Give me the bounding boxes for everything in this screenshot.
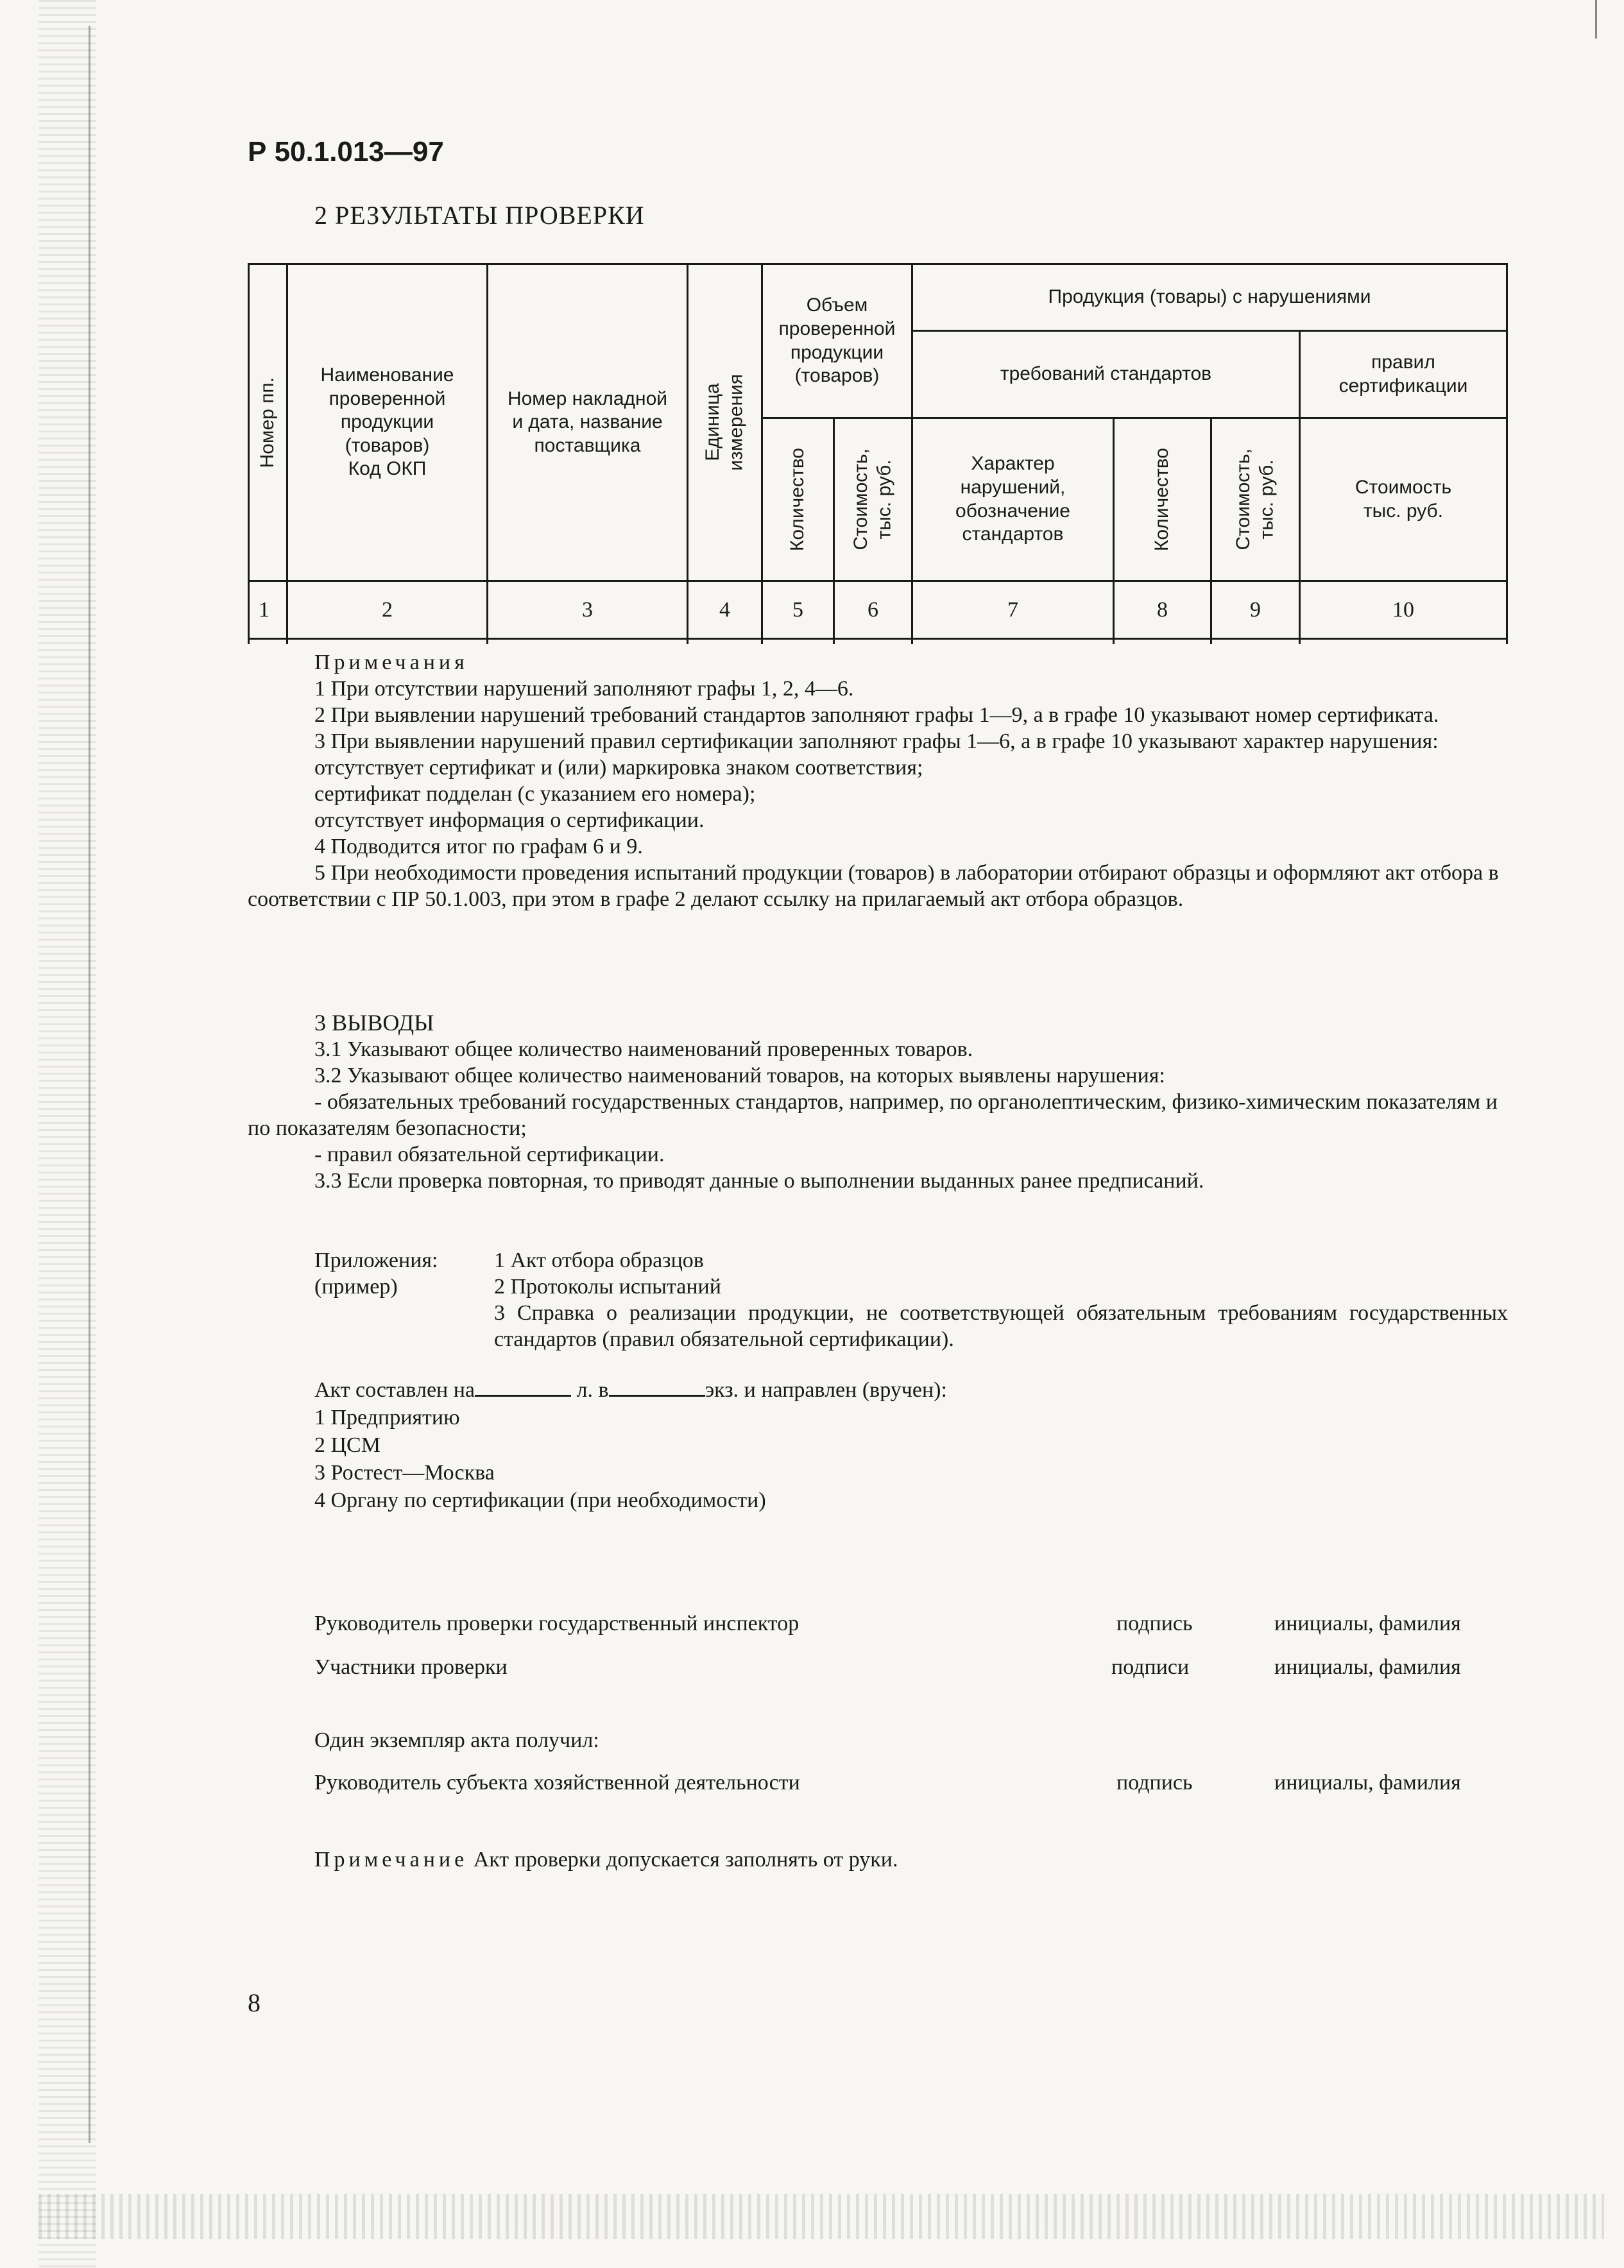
sheets-blank xyxy=(475,1376,571,1397)
note-item: сертификат подделан (с указанием его номера); xyxy=(314,782,756,806)
scan-artifact-bottom xyxy=(38,2194,1604,2239)
header-invoice: Номер накладной и дата, название поставщика xyxy=(507,388,668,456)
column-number: 6 xyxy=(868,597,878,622)
footnote xyxy=(314,1848,898,1872)
appendix-item: 3 Справка о реализации продукции, не соответствующей обязательным требованиям государственных стандартов (правил обязательной сертификации). xyxy=(494,1301,1508,1351)
header-quantity-violations: Количество xyxy=(1151,447,1173,552)
copies-blank xyxy=(609,1376,705,1397)
scan-artifact-left-rule xyxy=(89,26,90,2143)
column-number: 8 xyxy=(1157,597,1168,622)
column-number: 3 xyxy=(582,597,593,622)
header-number: Номер пп. xyxy=(257,377,278,468)
page-number: 8 xyxy=(248,1988,261,2017)
header-unit: Единица измерения xyxy=(701,374,747,471)
appendix-row xyxy=(314,1300,1508,1352)
distribution-line xyxy=(314,1376,1508,1404)
signature-sign: подписи xyxy=(1111,1655,1190,1679)
signature-sign: подпись xyxy=(1116,1612,1193,1635)
scan-artifact-left xyxy=(38,0,96,2268)
note-item: 3 При выявлении нарушений правил сертификации заполняют графы 1—6, а в графе 10 указывают характер нарушения: xyxy=(314,729,1439,753)
appendices-block xyxy=(314,1247,1508,1352)
signature-name: инициалы, фамилия xyxy=(1274,1771,1461,1795)
note-item: отсутствует сертификат и (или) маркировка знаком соответствия; xyxy=(314,756,923,780)
header-quantity: Количество xyxy=(787,447,808,552)
appendix-row xyxy=(314,1247,1508,1274)
column-number: 4 xyxy=(719,597,730,622)
column-number: 9 xyxy=(1250,597,1261,622)
note-item: 1 При отсутствии нарушений заполняют графы 1, 2, 4—6. xyxy=(314,677,854,701)
distribution-text: экз. и направлен (вручен): xyxy=(705,1378,947,1402)
footnote-label: Примечание xyxy=(314,1848,468,1872)
notes-block xyxy=(248,649,1508,912)
note-item: 5 При необходимости проведения испытаний продукции (товаров) в лаборатории отбирают образцы и оформляют акт отбора в соответствии с ПР 50.1.003, при этом в графе 2 делают ссылку на прилагаемый акт отбора образцов. xyxy=(248,861,1499,911)
recipient-item: 4 Органу по сертификации (при необходимости) xyxy=(314,1488,766,1512)
notes-heading: Примечания xyxy=(314,651,468,674)
table-rule xyxy=(1506,263,1508,644)
scan-artifact-right xyxy=(1595,0,1597,38)
recipient-item: 1 Предприятию xyxy=(314,1406,460,1429)
conclusion-item: - правил обязательной сертификации. xyxy=(314,1143,665,1166)
header-standards-subgroup: требований стандартов xyxy=(1000,363,1212,385)
column-number: 7 xyxy=(1007,597,1018,622)
results-table xyxy=(248,263,1508,644)
header-cost-certification: Стоимость тыс. руб. xyxy=(1355,476,1452,522)
appendices-example-label: (пример) xyxy=(314,1275,398,1299)
column-number: 2 xyxy=(382,597,393,622)
signature-role: Участники проверки xyxy=(314,1655,508,1679)
header-cost: Стоимость, тыс. руб. xyxy=(850,448,895,550)
signature-name: инициалы, фамилия xyxy=(1274,1655,1461,1679)
header-violation-nature: Характер нарушений, обозначение стандартов xyxy=(955,453,1070,545)
conclusions-block xyxy=(248,1010,1508,1194)
header-product-name: Наименование проверенной продукции (товаров) Код ОКП xyxy=(320,364,454,480)
table-rule xyxy=(248,638,1508,640)
conclusion-item: 3.1 Указывают общее количество наименований проверенных товаров. xyxy=(314,1037,973,1061)
document-id: Р 50.1.013—97 xyxy=(248,136,444,167)
signature-name: инициалы, фамилия xyxy=(1274,1612,1461,1635)
signature-sign: подпись xyxy=(1116,1771,1193,1795)
copy-received-label: Один экземпляр акта получил: xyxy=(314,1728,599,1752)
note-item: отсутствует информация о сертификации. xyxy=(314,808,705,832)
recipient-item: 2 ЦСМ xyxy=(314,1433,380,1457)
section-title: 2 РЕЗУЛЬТАТЫ ПРОВЕРКИ xyxy=(314,201,645,230)
footnote-text: Акт проверки допускается заполнять от руки. xyxy=(473,1848,898,1872)
column-number: 1 xyxy=(259,597,269,622)
note-item: 2 При выявлении нарушений требований стандартов заполняют графы 1—9, а в графе 10 указывают номер сертификата. xyxy=(314,703,1439,727)
appendices-label: Приложения: xyxy=(314,1249,438,1272)
conclusion-item: 3.2 Указывают общее количество наименований товаров, на которых выявлены нарушения: xyxy=(314,1064,1165,1087)
distribution-text: л. в xyxy=(576,1378,609,1402)
header-cost-violations: Стоимость, тыс. руб. xyxy=(1232,448,1278,550)
conclusions-heading: 3 ВЫВОДЫ xyxy=(314,1010,434,1036)
distribution-text: Акт составлен на xyxy=(314,1378,475,1402)
column-number: 10 xyxy=(1392,597,1414,622)
signature-role: Руководитель субъекта хозяйственной деятельности xyxy=(314,1771,800,1795)
signature-role: Руководитель проверки государственный инспектор xyxy=(314,1612,799,1635)
note-item: 4 Подводится итог по графам 6 и 9. xyxy=(314,835,643,858)
header-volume-group: Объем проверенной продукции (товаров) xyxy=(778,294,896,387)
column-number: 5 xyxy=(792,597,803,622)
conclusion-item: - обязательных требований государственных стандартов, например, по органолептическим, физико-химическим показателям и по показателям безопасности; xyxy=(248,1090,1498,1140)
appendix-row xyxy=(314,1274,1508,1300)
appendix-item: 2 Протоколы испытаний xyxy=(494,1275,721,1299)
conclusion-item: 3.3 Если проверка повторная, то приводят данные о выполнении выданных ранее предписаний. xyxy=(314,1169,1204,1193)
header-certification-subgroup: правил сертификации xyxy=(1338,351,1468,396)
header-violations-group: Продукция (товары) с нарушениями xyxy=(1048,286,1371,308)
appendix-item: 1 Акт отбора образцов xyxy=(494,1249,704,1272)
recipient-item: 3 Ростест—Москва xyxy=(314,1461,495,1485)
distribution-block xyxy=(314,1376,1508,1514)
